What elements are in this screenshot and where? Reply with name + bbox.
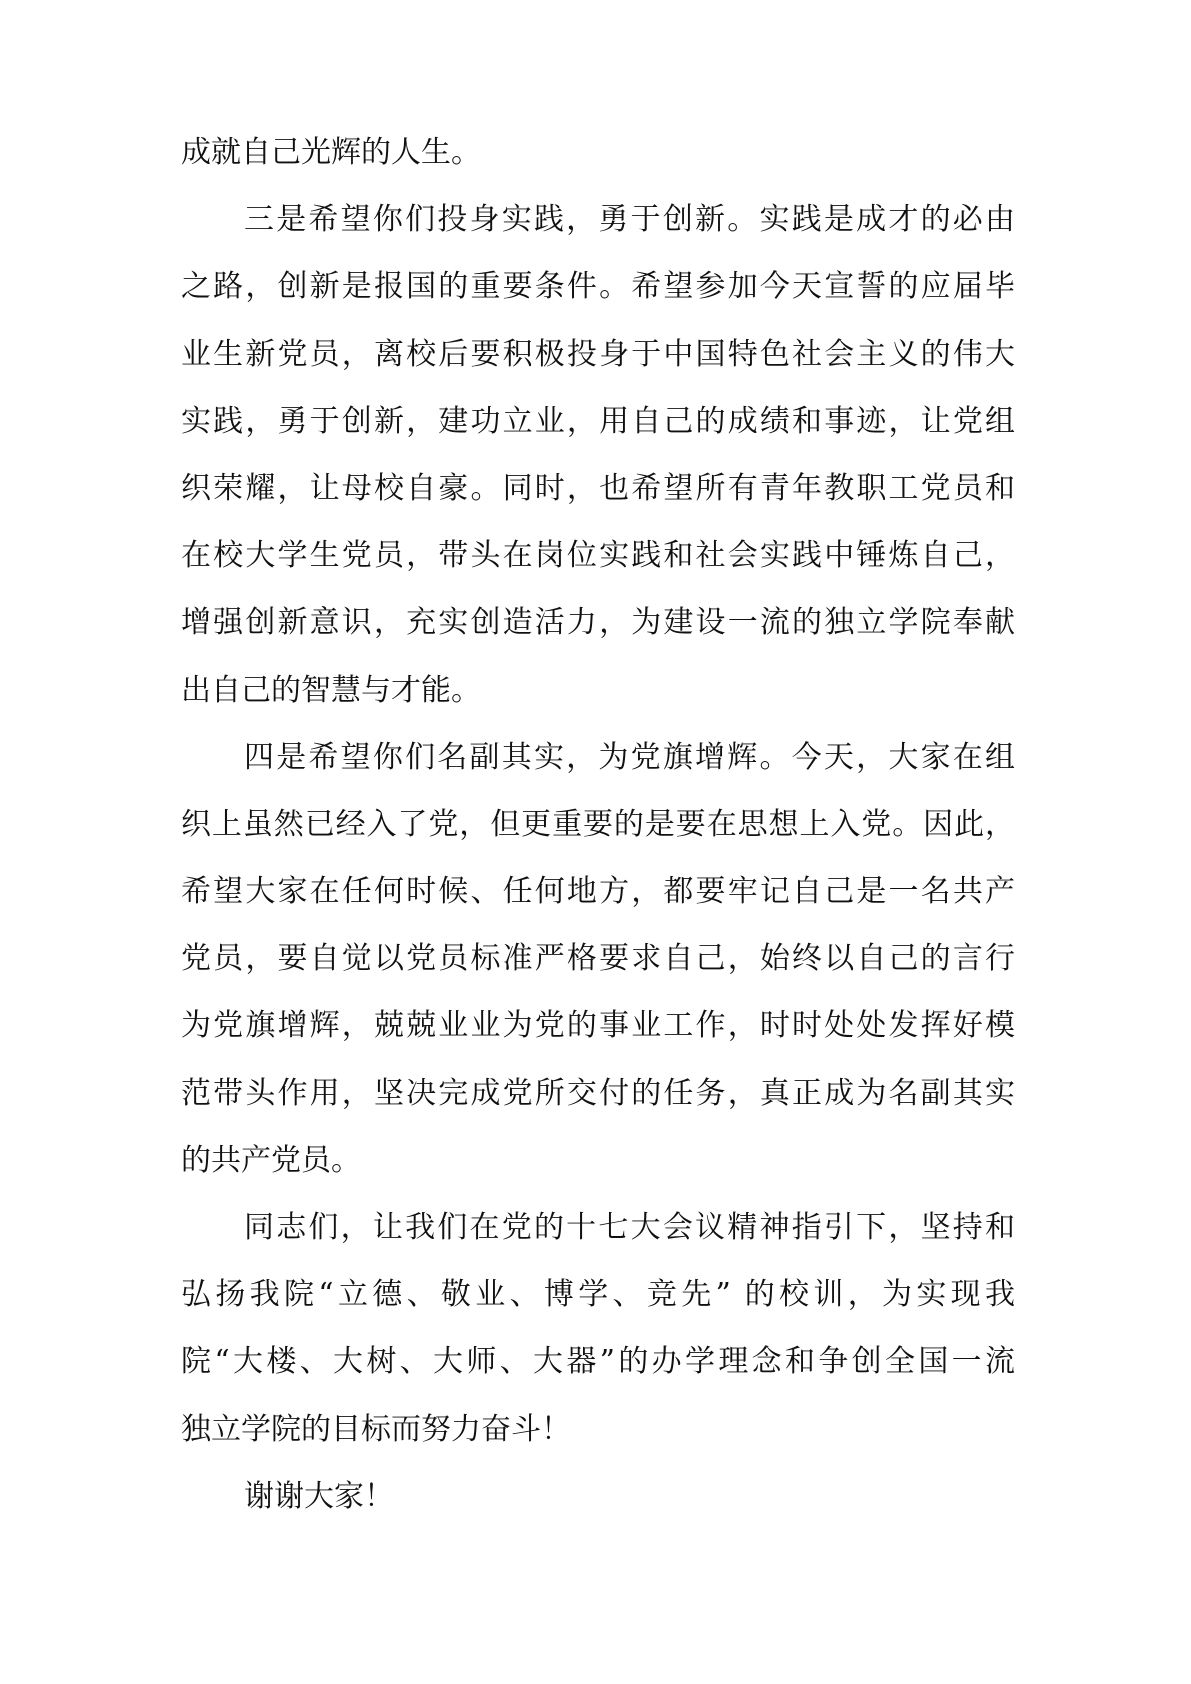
text-line: 之路，创新是报国的重要条件。希望参加今天宣誓的应届毕	[181, 269, 1015, 305]
text-line: 织荣耀，让母校自豪。同时，也希望所有青年教职工党员和	[181, 470, 1015, 506]
text-line: 织上虽然已经入了党，但更重要的是要在思想上入党。因此，	[181, 806, 1015, 842]
text-line: 为党旗增辉，兢兢业业为党的事业工作，时时处处发挥好模	[181, 1008, 1015, 1044]
text-line: 出自己的智慧与才能。	[181, 672, 481, 708]
text-line: 增强创新意识，充实创造活力，为建设一流的独立学院奉献	[181, 605, 1015, 641]
text-line: 弘扬我院“立德、敬业、博学、竞先” 的校训，为实现我	[181, 1277, 1015, 1313]
closing-line: 谢谢大家！	[244, 1478, 394, 1514]
text-line: 的共产党员。	[181, 1142, 361, 1178]
text-line: 范带头作用，坚决完成党所交付的任务，真正成为名副其实	[181, 1075, 1015, 1111]
text-line: 实践，勇于创新，建功立业，用自己的成绩和事迹，让党组	[181, 403, 1015, 439]
text-line: 独立学院的目标而努力奋斗！	[181, 1411, 571, 1447]
paragraph-start-line: 同志们，让我们在党的十七大会议精神指引下，坚持和	[244, 1210, 1015, 1245]
paragraph-start-line: 四是希望你们名副其实，为党旗增辉。今天，大家在组	[244, 739, 1015, 775]
text-line: 希望大家在任何时候、任何地方，都要牢记自己是一名共产	[181, 874, 1015, 910]
text-line: 业生新党员，离校后要积极投身于中国特色社会主义的伟大	[181, 336, 1015, 372]
body-text	[181, 135, 1015, 1549]
text-line: 党员，要自觉以党员标准严格要求自己，始终以自己的言行	[181, 941, 1015, 977]
paragraph-start-line: 三是希望你们投身实践，勇于创新。实践是成才的必由	[244, 202, 1015, 238]
text-line: 院“大楼、大树、大师、大器”的办学理念和争创全国一流	[181, 1344, 1015, 1380]
text-line: 成就自己光辉的人生。	[181, 135, 481, 170]
text-line: 在校大学生党员，带头在岗位实践和社会实践中锤炼自己，	[181, 538, 1015, 574]
